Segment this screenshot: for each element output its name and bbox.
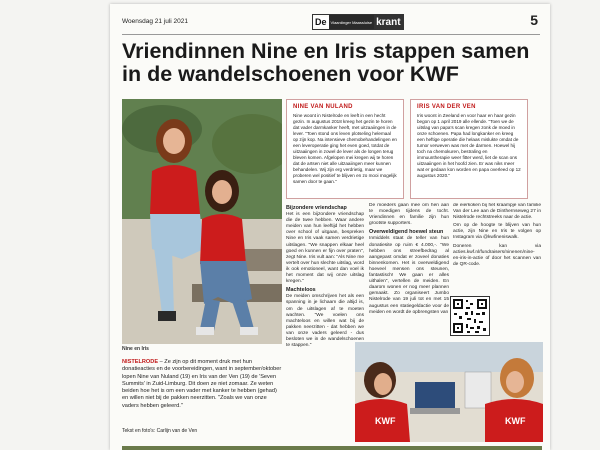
page-header — [122, 10, 540, 35]
logo-mid: Vlaardinger Maassluise — [329, 15, 375, 29]
issue-date: Woensdag 21 juli 2021 — [122, 18, 189, 25]
paragraph: Doneren kan via acties.kwf.nl/fundraisers/ninenen/nine-en-iris-in-actie of door het scannen van de QR-code. — [453, 243, 541, 267]
qr-code[interactable] — [450, 296, 490, 336]
second-photo — [355, 342, 543, 442]
box-nine-title: NINE VAN NULAND — [293, 104, 353, 110]
subheading-machteloos: Machteloos — [286, 287, 316, 294]
info-box-nine — [286, 99, 404, 199]
article-column-2 — [369, 203, 449, 339]
headline: Vriendinnen Nine en Iris stappen samen in de wandelschoenen voor KWF — [122, 39, 530, 86]
dateline-location: NISTELRODE — [122, 359, 159, 365]
photo-credit: Tekst en foto's: Carlijn van de Ven — [122, 428, 198, 434]
paragraph: De moeders gaan mee om hen aan te moedigen tijdens de tocht. Vriendinnen en familie zijn hun grootste supporters. — [369, 203, 449, 227]
box-nine-text: Nine woont in Nistelrode en leeft in een hecht gezin. In augustus 2018 kreeg het gezin te horen dat vader darmkanker heeft, met uitzaaiingen in de lever. "Toen stond ons leven plotseling helemaal op zijn kop. Na intensieve chemobehandelingen en een leveroperatie ging het even goed, totdat de uitzaaiingen in zowel de lever als de longen terug bleven komen. Afgelopen mei kregen wij te horen dat de artsen niet alle uitzaaiingen meer kunnen behandelen. Wij zijn erg verdrietig, maar we proberen wel positief te blijven en zo mooi mogelijk samen door te gaan." — [293, 113, 397, 184]
two-women-illustration — [122, 99, 282, 344]
shirt-text-left: KWF — [375, 416, 396, 426]
newspaper-page — [110, 4, 550, 450]
paragraph: De meiden omschrijven het als een spanning in je lichaam die altijd is, om de uitslagen af te moeten wachten. "We voelen ons machteloos en willen wat bij de pakken neerzitten - dat hebben we van onze vaders geleerd - dus besloten we in de wandelschoenen te stappen." — [286, 294, 364, 349]
paragraph: Inmiddels staat de teller van hun donatiesite op ruim € 4.000,-. "We hebben ons streefbedrag al aangepast omdat er zoveel donaties binnenkomen. Het is overweldigend hoeveel mensen ons steunen, fantastisch! We gaan er alles uithalen", vertellen de meiden. En daarom wonen er nog meer plannen gemaakt. Zo organiseert Jumbo Nistelrode van 19 juli tot en met 15 augustus een statiegeldactie voor de meiden en wordt de opbrengsten van — [369, 236, 449, 315]
paragraph: Om op de hoogte te blijven van hun actie, zijn Nine en Iris te volgen op Instagram via @kwfineniswalk. — [453, 223, 541, 241]
next-article-strip — [122, 446, 542, 450]
logo-krant: krant — [376, 16, 401, 28]
subheading-steun: Overweldigend hoewel steun — [369, 229, 444, 236]
page-number: 5 — [530, 12, 538, 28]
paragraph: de eierkoken bij het kraampje van familie Van der Lee aan de Dinthernseweg 27 in Nistelrode rechtstreeks naar de actie. — [453, 203, 541, 221]
intro-text: – Ze zijn op dit moment druk met hun donatieacties en de voorbereidingen, want in september/oktober lopen Nine van Nuland (19) en Iris van der Ven (19) de 'Seven Summits' in Zuid-Limburg. Dit doen ze niet zomaar. Ze weten beiden hoe het is om een vader met kanker te hebben (gehad) en willen niet bij de pakken neerzitten. "Zoals we van onze vaders hebben geleerd." — [122, 359, 282, 409]
photo-caption: Nine en Iris — [122, 346, 149, 352]
box-iris-title: IRIS VAN DER VEN — [417, 104, 476, 110]
subheading-vriendschap: Bijzondere vriendschap — [286, 205, 347, 211]
qr-code-icon — [451, 297, 489, 335]
article-column-1 — [286, 203, 364, 443]
women-at-laptop-illustration — [355, 342, 543, 442]
masthead-logo — [312, 14, 404, 30]
article-column-3 — [453, 203, 541, 295]
box-iris-text: Iris woont in Zeeland en voor haar en haar gezin begon op 1 april 2019 alle ellende. "Toen we de uitslag van papa's scan kregen zonk de moed in onze schoenen. Papa had longkanker en kreeg een heftige operatie die helaas mislukte omdat de tumor verweven was met de darmen. Hoewel hij toch na chemokuren, bestraling en immuuntherapie weer fitter werd, liet de scan ons uitzaaiingen in het hoofd zien. Er was niks meer wat er gedaan kon worden en papa overleed op 12 augustus 2020." — [417, 113, 521, 178]
shirt-text-right: KWF — [505, 416, 526, 426]
logo-de: De — [315, 17, 327, 27]
main-photo — [122, 99, 282, 344]
paragraph: Het is een bijzondere vriendschap die de twee hebben. Waar andere meiden van hun leeftijd het hebben over school of uitgaan, bespreken Nine en Iris vaak samen verdrietige uitslagen. "We snappen elkaar heel goed en kunnen er fijn over praten", zegt Nine. Iris vult aan: "Als Nine me vertelt over hun slechte uitslag, word ik ook emotioneel, want dan voel ik het moment dat wij onze uitslag kregen." — [286, 212, 364, 285]
article-intro — [122, 359, 282, 410]
info-box-iris — [410, 99, 528, 199]
